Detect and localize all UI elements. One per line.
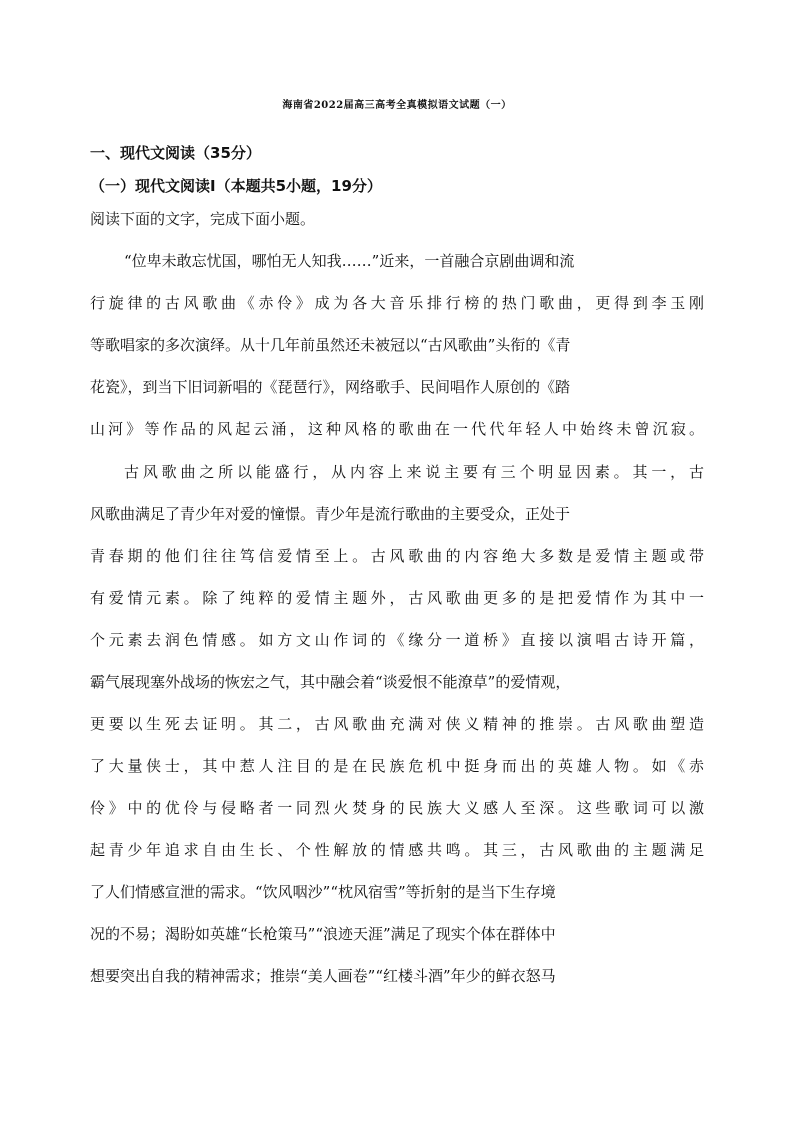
- paragraph-line: 想要突出自我的精神需求；推崇“美人画卷”“红楼斗酒”年少的鲜衣怒马: [90, 967, 556, 985]
- paragraph-line: 霸气展现塞外战场的恢宏之气，其中融会着“谈爱恨不能潦草”的爱情观，: [90, 673, 571, 691]
- paragraph-line: 山河》等作品的风起云涌，这种风格的歌曲在一代代年轻人中始终未曾沉寂。: [90, 420, 708, 438]
- paragraph-line: 起青少年追求自由生长、个性解放的情感共鸣。其三，古风歌曲的主题满足: [90, 841, 708, 859]
- paragraph-line: 古风歌曲之所以能盛行，从内容上来说主要有三个明显因素。其一，古: [124, 463, 708, 481]
- paragraph-line: 花瓷》，到当下旧词新唱的《琵琶行》，网络歌手、民间唱作人原创的《踏: [90, 378, 571, 396]
- paragraph-line: 更要以生死去证明。其二，古风歌曲充满对侠义精神的推崇。古风歌曲塑造: [90, 715, 708, 733]
- page-title: 海南省2022届高三高考全真模拟语文试题（一）: [282, 100, 512, 111]
- paragraph-line: 行旋律的古风歌曲《赤伶》成为各大音乐排行榜的热门歌曲，更得到李玉刚: [90, 294, 708, 312]
- section-heading: 一、现代文阅读（35分）: [90, 144, 261, 162]
- paragraph-line: 青春期的他们往往笃信爱情至上。古风歌曲的内容绝大多数是爱情主题或带: [90, 547, 708, 565]
- paragraph-line: 等歌唱家的多次演绎。从十几年前虽然还未被冠以“古风歌曲”头衔的《青: [90, 336, 571, 354]
- paragraph-line: 风歌曲满足了青少年对爱的憧憬。青少年是流行歌曲的主要受众，正处于: [90, 505, 571, 523]
- paragraph-line: 了人们情感宣泄的需求。“饮风咽沙”“枕风宿雪”等折射的是当下生存境: [90, 883, 556, 901]
- paragraph-line: 有爱情元素。除了纯粹的爱情主题外，古风歌曲更多的是把爱情作为其中一: [90, 589, 708, 607]
- paragraph-line: “位卑未敢忘忧国，哪怕无人知我……”近来，一首融合京剧曲调和流: [124, 252, 575, 270]
- paragraph-line: 了大量侠士，其中惹人注目的是在民族危机中挺身而出的英雄人物。如《赤: [90, 757, 708, 775]
- instruction-text: 阅读下面的文字，完成下面小题。: [90, 210, 316, 228]
- paragraph-line: 个元素去润色情感。如方文山作词的《缘分一道桥》直接以演唱古诗开篇，: [90, 631, 708, 649]
- paragraph-line: 况的不易；渴盼如英雄“长枪策马”“浪迹天涯”满足了现实个体在群体中: [90, 925, 556, 943]
- paragraph-line: 伶》中的优伶与侵略者一同烈火焚身的民族大义感人至深。这些歌词可以激: [90, 799, 708, 817]
- subsection-heading: （一）现代文阅读Ⅰ（本题共5小题，19分）: [90, 177, 382, 195]
